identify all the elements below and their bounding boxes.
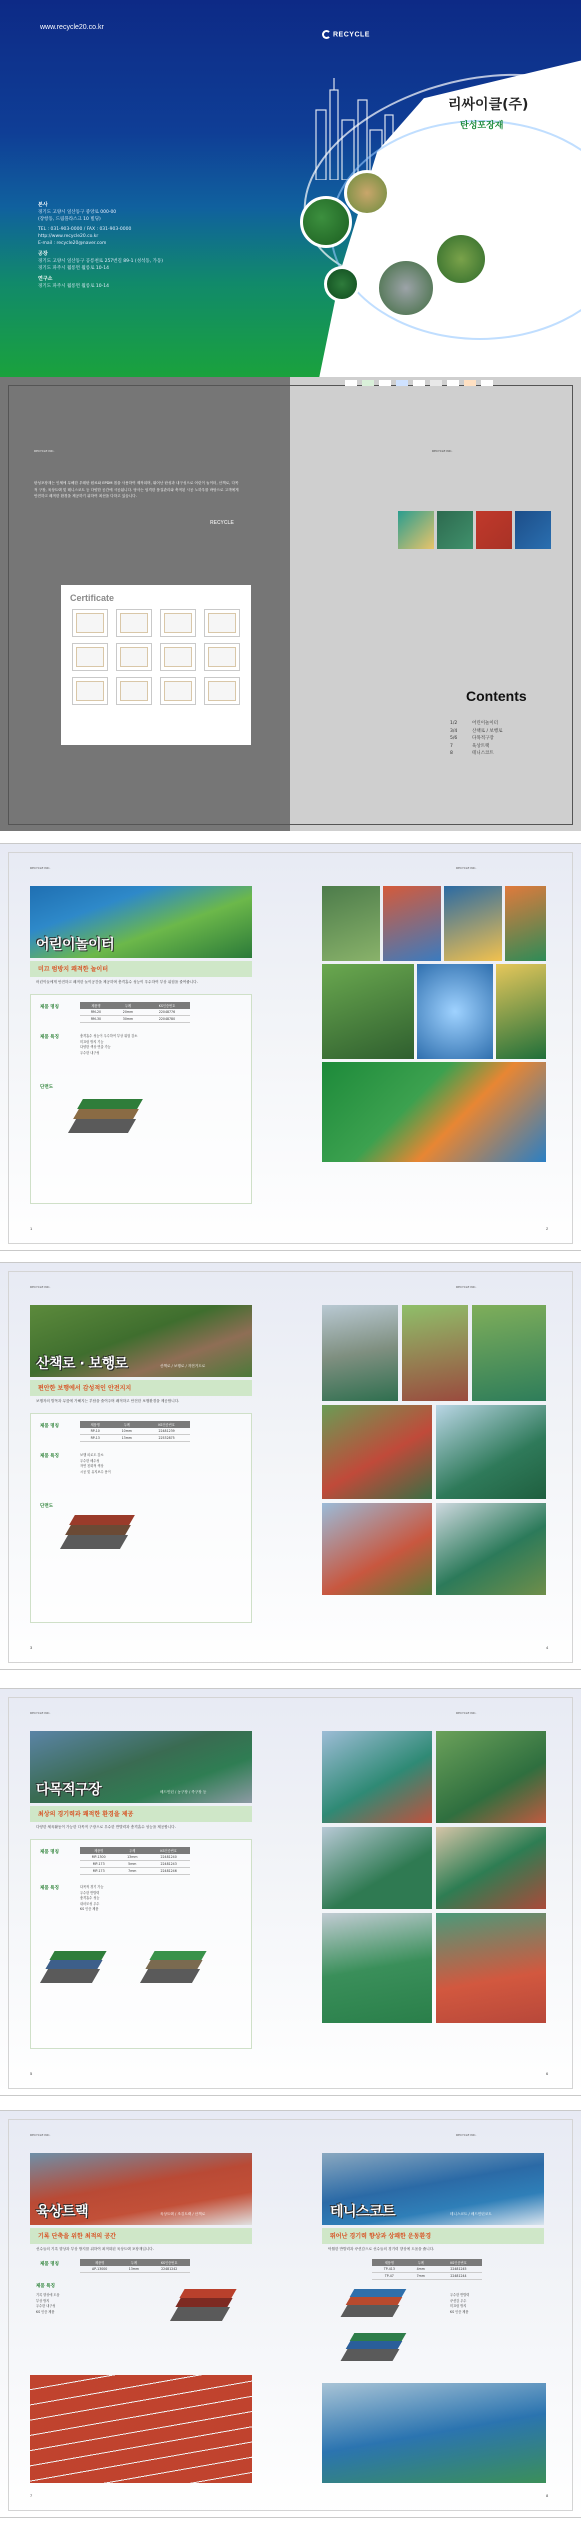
headline: 기록 단축을 위한 최적의 공간 <box>38 2233 116 2240</box>
table-row: MP-173 5mm 22481243 <box>80 1861 190 1868</box>
info-line[interactable]: http://www.recycle20.co.kr <box>38 234 99 239</box>
park-photo <box>434 232 488 286</box>
list-item: 충격흡수 성능 <box>80 1896 100 1900</box>
banner-title: 산책로 · 보행로 <box>36 1356 128 1372</box>
brand-subtitle: 탄성포장재 <box>460 121 504 131</box>
info-line: 연구소 <box>38 276 53 282</box>
walkway-photo <box>322 1405 432 1499</box>
spread-header: RECYCLE INC. <box>456 1711 477 1715</box>
walkway-spread <box>0 1262 581 1670</box>
info-line: 경기도 파주시 월롱면 월롱로 10-14 <box>38 266 109 271</box>
feature-label: 제품 특징 <box>36 2284 55 2289</box>
certificate-icon <box>204 677 240 705</box>
info-line: 본사 <box>38 202 48 208</box>
court-photo <box>376 258 436 318</box>
list-item: KS 인증 제품 <box>36 2309 55 2314</box>
intro-thumbnails <box>398 511 551 549</box>
feature-list <box>80 1034 230 1056</box>
cover-url[interactable]: www.recycle20.co.kr <box>40 24 104 31</box>
certificate-icon <box>72 609 108 637</box>
list-item: 자연 친화적 색상 <box>80 1464 104 1468</box>
track-photo <box>30 2375 252 2483</box>
headline-bar <box>30 1806 252 1822</box>
toc-item[interactable]: 1/2 어린이놀이터 <box>450 721 499 726</box>
playground-photo <box>444 886 502 961</box>
spec-table: 제품명 두께 KS인증번호 AP-13000 13mm 22481242 <box>80 2259 190 2273</box>
thumbnail-photo <box>476 511 512 549</box>
table-row: MP-1300 13mm 22481240 <box>80 1854 190 1861</box>
cert-logo-icon <box>396 380 408 386</box>
certificate-icon <box>204 643 240 671</box>
cert-logo-icon <box>430 380 442 386</box>
company-info <box>38 198 258 290</box>
spec-table-right: 제품명 두께 KS인증번호 TP-413 4mm 22481245 TP-47 7mm 22481244 <box>372 2259 482 2280</box>
spread-header: RECYCLE INC. <box>456 866 477 870</box>
headline: 미끄 럼방지 쾌적한 놀이터 <box>38 966 109 973</box>
description: 다양한 체육활동이 가능한 다목적 구장으로 우수한 반발력과 충격흡수 성능을 제공합니다. <box>36 1825 176 1829</box>
feature-label: 제품 특징 <box>40 1035 59 1040</box>
spec-table: 제품명 두께 KS인증번호 RM-20 20mm 22048776 RM-30 30mm 22048780 <box>80 1002 190 1023</box>
certificate-icon <box>116 609 152 637</box>
spec-table: 제품명 두께 KS인증번호 RP-10 10mm 22481239 RP-13 13mm 22532875 <box>80 1421 190 1442</box>
cross-section-diagram <box>70 1099 150 1149</box>
certificate-icon <box>160 677 196 705</box>
headline: 최상의 경기력과 쾌적한 환경을 제공 <box>38 1811 134 1818</box>
banner-title: 어린이놀이터 <box>36 937 115 953</box>
certification-logo-strip <box>345 380 493 386</box>
cert-logo-icon <box>447 380 459 386</box>
feature-list <box>80 1885 230 1913</box>
banner-tag: 배드민턴 / 농구장 / 족구장 등 <box>160 1790 207 1794</box>
feature-label: 제품 특징 <box>40 1886 59 1891</box>
feature-list-right <box>450 2293 550 2315</box>
certificate-icon <box>160 643 196 671</box>
list-item: 미끄럼 방지 기능 <box>80 1039 104 1044</box>
list-item: 보행 피로도 감소 <box>80 1453 104 1457</box>
page-number: 6 <box>546 2071 549 2076</box>
playground-photo <box>383 886 441 961</box>
cert-logo-icon <box>362 380 374 386</box>
playground-spread <box>0 843 581 1251</box>
certificate-icon <box>72 677 108 705</box>
table-row: RP-13 13mm 22532875 <box>80 1435 190 1442</box>
cover-logo <box>322 30 370 39</box>
playground-aerial-photo <box>322 1062 546 1162</box>
list-item: 기록 향상에 도움 <box>36 2293 60 2297</box>
list-item: 쿠션감 우수 <box>450 2298 467 2303</box>
description: 선수들의 기록 향상과 부상 방지를 위하여 최적화된 육상트랙 포장재입니다. <box>36 2247 154 2251</box>
cross-section-diagram <box>170 2289 260 2339</box>
page-number: 8 <box>546 2493 549 2498</box>
cert-logo-icon <box>413 380 425 386</box>
certificate-icon <box>72 643 108 671</box>
cert-logo-icon <box>379 380 391 386</box>
info-line: 경기도 고양시 일산동구 공릉천로 257번길 89-1 (성석동, 가동) <box>38 259 164 264</box>
banner-tag: 육상트랙 / 조깅트랙 / 산책로 <box>160 2212 206 2216</box>
certificate-icon <box>160 609 196 637</box>
cert-logo-icon <box>481 380 493 386</box>
tennis-photo <box>322 2383 546 2483</box>
court-photo <box>322 1827 432 1909</box>
cross-section-diagram <box>40 1951 130 2001</box>
banner-tag-right: 테니스코트 / 배드민턴코트 <box>450 2212 492 2216</box>
headline: 편안한 보행에서 감성적인 안전지지 <box>38 1385 132 1392</box>
table-row: TP-47 7mm 22481244 <box>372 2273 482 2280</box>
banner-title: 다목적구장 <box>36 1782 102 1798</box>
table-row: AP-13000 13mm 22481242 <box>80 2266 190 2273</box>
multipurpose-spread <box>0 1688 581 2096</box>
certificate-icon <box>204 609 240 637</box>
list-item: KS 인증 제품 <box>450 2309 469 2314</box>
table-of-contents <box>450 720 560 758</box>
court-photo <box>436 1913 546 2023</box>
list-item: 우수한 반발력 <box>450 2293 470 2297</box>
list-item: 다양한 색상 연출 가능 <box>80 1045 111 1049</box>
playground-photo <box>496 964 546 1059</box>
toc-item[interactable]: 7 육상트랙 <box>450 743 490 749</box>
list-item: 미끄럼 방지 <box>450 2304 467 2308</box>
headline-bar <box>30 961 252 977</box>
walkway-photo <box>344 170 390 216</box>
headline-bar <box>30 1380 252 1396</box>
list-item: 시공 및 유지보수 용이 <box>80 1469 111 1474</box>
table-row: RM-20 20mm 22048776 <box>80 1009 190 1016</box>
toc-item[interactable]: 3/4 산책로 / 보행로 <box>450 728 503 734</box>
feature-list <box>80 1453 230 1475</box>
walkway-photo <box>472 1305 546 1401</box>
thumbnail-photo <box>515 511 551 549</box>
toc-item[interactable]: 5/6 다목적구장 <box>450 736 494 741</box>
cross-section-diagram <box>340 2289 430 2329</box>
spec-label: 제품 명칭 <box>40 1850 59 1855</box>
page-number: 3 <box>30 1645 33 1650</box>
certificate-title: Certificate <box>70 593 115 603</box>
thumbnail-photo <box>437 511 473 549</box>
spec-label: 제품 명칭 <box>40 1424 59 1429</box>
section-diagram-label: 단면도 <box>40 1504 54 1509</box>
spec-label: 제품 명칭 <box>40 2262 59 2267</box>
page-number: 5 <box>30 2071 33 2076</box>
headline-right: 뛰어난 경기력 향상과 상쾌한 운동환경 <box>330 2233 432 2240</box>
intro-header-right: RECYCLE INC. <box>432 449 453 453</box>
list-item: 내마모성 우수 <box>80 1901 100 1906</box>
intro-spread <box>0 377 581 831</box>
cert-logo-icon <box>464 380 476 386</box>
list-item: 우수한 배수성 <box>80 1458 100 1463</box>
list-item: 부상 방지 <box>36 2298 50 2303</box>
banner-tag: 산책로 / 보행로 / 자전거도로 <box>160 1364 206 1368</box>
info-line: 공장 <box>38 251 48 257</box>
court-photo <box>322 1731 432 1823</box>
list-item: KS 인증 제품 <box>80 1907 99 1911</box>
intro-paragraph: 탄성포장재는 인체에 무해한 우레탄 원료와 EPDM 칩을 사용하여 제작되며, 뛰어난 탄성과 내구성으로 어린이 놀이터, 산책로, 다목적 구장, 육상트랙 및 테니스코트 등 다양한 공간에 시공됩니다. 당사는 엄격한 품질관리와 축적된 시공 노하우를 바탕으로 고객에게 안전하고 쾌적한 환경을 제공하기 위하여 최선을 다하고 있습니다. <box>34 481 239 498</box>
table-row: RM-30 30mm 22048780 <box>80 1016 190 1023</box>
court-photo <box>322 1913 432 2023</box>
page-number: 4 <box>546 1645 549 1650</box>
description: 보행자의 발목과 무릎에 가해지는 부담을 줄여주며 쾌적하고 안전한 보행환경을 제공합니다. <box>36 1399 180 1403</box>
playground-photo <box>417 964 493 1059</box>
track-photo <box>324 266 360 302</box>
spread-header: RECYCLE INC. <box>30 2133 51 2137</box>
spread-header: RECYCLE INC. <box>456 1285 477 1289</box>
banner-title-right: 테니스코트 <box>330 2204 396 2220</box>
contents-title: Contents <box>466 688 527 704</box>
headline-bar <box>30 2228 252 2244</box>
playground-photo <box>505 886 546 961</box>
list-item: 다목적 경기 가능 <box>80 1885 104 1889</box>
table-row: MP-173 7mm 22481246 <box>80 1868 190 1875</box>
page-number: 2 <box>546 1226 549 1231</box>
walkway-photo <box>322 1503 432 1595</box>
playground-photo <box>322 886 380 961</box>
spec-label: 제품 명칭 <box>40 1005 59 1010</box>
playground-photo <box>322 964 414 1059</box>
certificate-grid <box>72 609 240 705</box>
cross-section-diagram <box>60 1515 150 1565</box>
info-line: 경기도 고양시 일산동구 중앙로 000-00 <box>38 210 117 215</box>
list-item: 우수한 내구성 <box>36 2304 56 2308</box>
track-tennis-spread <box>0 2110 581 2518</box>
cross-section-diagram <box>340 2333 430 2373</box>
walkway-photo <box>436 1405 546 1499</box>
spread-header: RECYCLE INC. <box>30 1285 51 1289</box>
headline-bar-right <box>322 2228 544 2244</box>
certificate-icon <box>116 677 152 705</box>
cover-page <box>0 0 581 378</box>
cert-logo-icon <box>345 380 357 386</box>
feature-label: 제품 특징 <box>40 1454 59 1459</box>
spread-header: RECYCLE INC. <box>30 866 51 870</box>
court-photo <box>436 1827 546 1909</box>
walkway-photo <box>322 1305 398 1401</box>
table-row: RP-10 10mm 22481239 <box>80 1428 190 1435</box>
list-item: 우수한 반발력 <box>80 1890 100 1895</box>
intro-logo: RECYCLE <box>210 520 234 526</box>
description-right: 탁월한 반발력과 쿠션감으로 선수들의 경기력 향상에 도움을 줍니다. <box>328 2247 435 2251</box>
spec-table: 제품명 두께 KS인증번호 MP-1300 13mm 22481240 MP-173 5mm 22481243 MP-173 7mm 22481246 <box>80 1847 190 1875</box>
recycle-logo-icon <box>322 30 331 39</box>
page-number: 7 <box>30 2493 33 2498</box>
intro-header: RECYCLE INC. <box>34 449 55 453</box>
info-line: TEL : 031-903-0000 / FAX : 031-903-0000 <box>38 227 132 232</box>
page-number: 1 <box>30 1226 33 1231</box>
walkway-photo <box>402 1305 468 1401</box>
playground-photo <box>300 196 352 248</box>
walkway-photo <box>436 1503 546 1595</box>
feature-list <box>36 2293 186 2315</box>
spread-header: RECYCLE INC. <box>456 2133 477 2137</box>
spread-header: RECYCLE INC. <box>30 1711 51 1715</box>
thumbnail-photo <box>398 511 434 549</box>
section-diagram-label: 단면도 <box>40 1085 54 1090</box>
info-line[interactable]: E-mail : recycle20@naver.com <box>38 241 107 246</box>
description: 어린이들에게 안전하고 쾌적한 놀이공간을 제공하며 충격흡수 성능이 우수하여 부상 위험을 줄여줍니다. <box>36 980 198 984</box>
toc-item[interactable]: 8 테니스코트 <box>450 751 494 756</box>
cross-section-diagram <box>140 1951 230 2001</box>
certificate-icon <box>116 643 152 671</box>
cover-logo-text: RECYCLE <box>333 31 370 39</box>
table-row: TP-413 4mm 22481245 <box>372 2266 482 2273</box>
banner-title: 육상트랙 <box>36 2204 89 2220</box>
court-photo <box>436 1731 546 1823</box>
list-item: 우수한 내구성 <box>80 1050 100 1055</box>
list-item: 충격흡수 성능이 우수하여 부상 위험 감소 <box>80 1034 138 1038</box>
info-line: (장항동, 드림플라스크 10 빌딩) <box>38 217 101 222</box>
info-line: 경기도 파주시 월롱면 월롱로 10-14 <box>38 284 109 289</box>
brand-name: 리싸이클(주) <box>448 97 529 113</box>
